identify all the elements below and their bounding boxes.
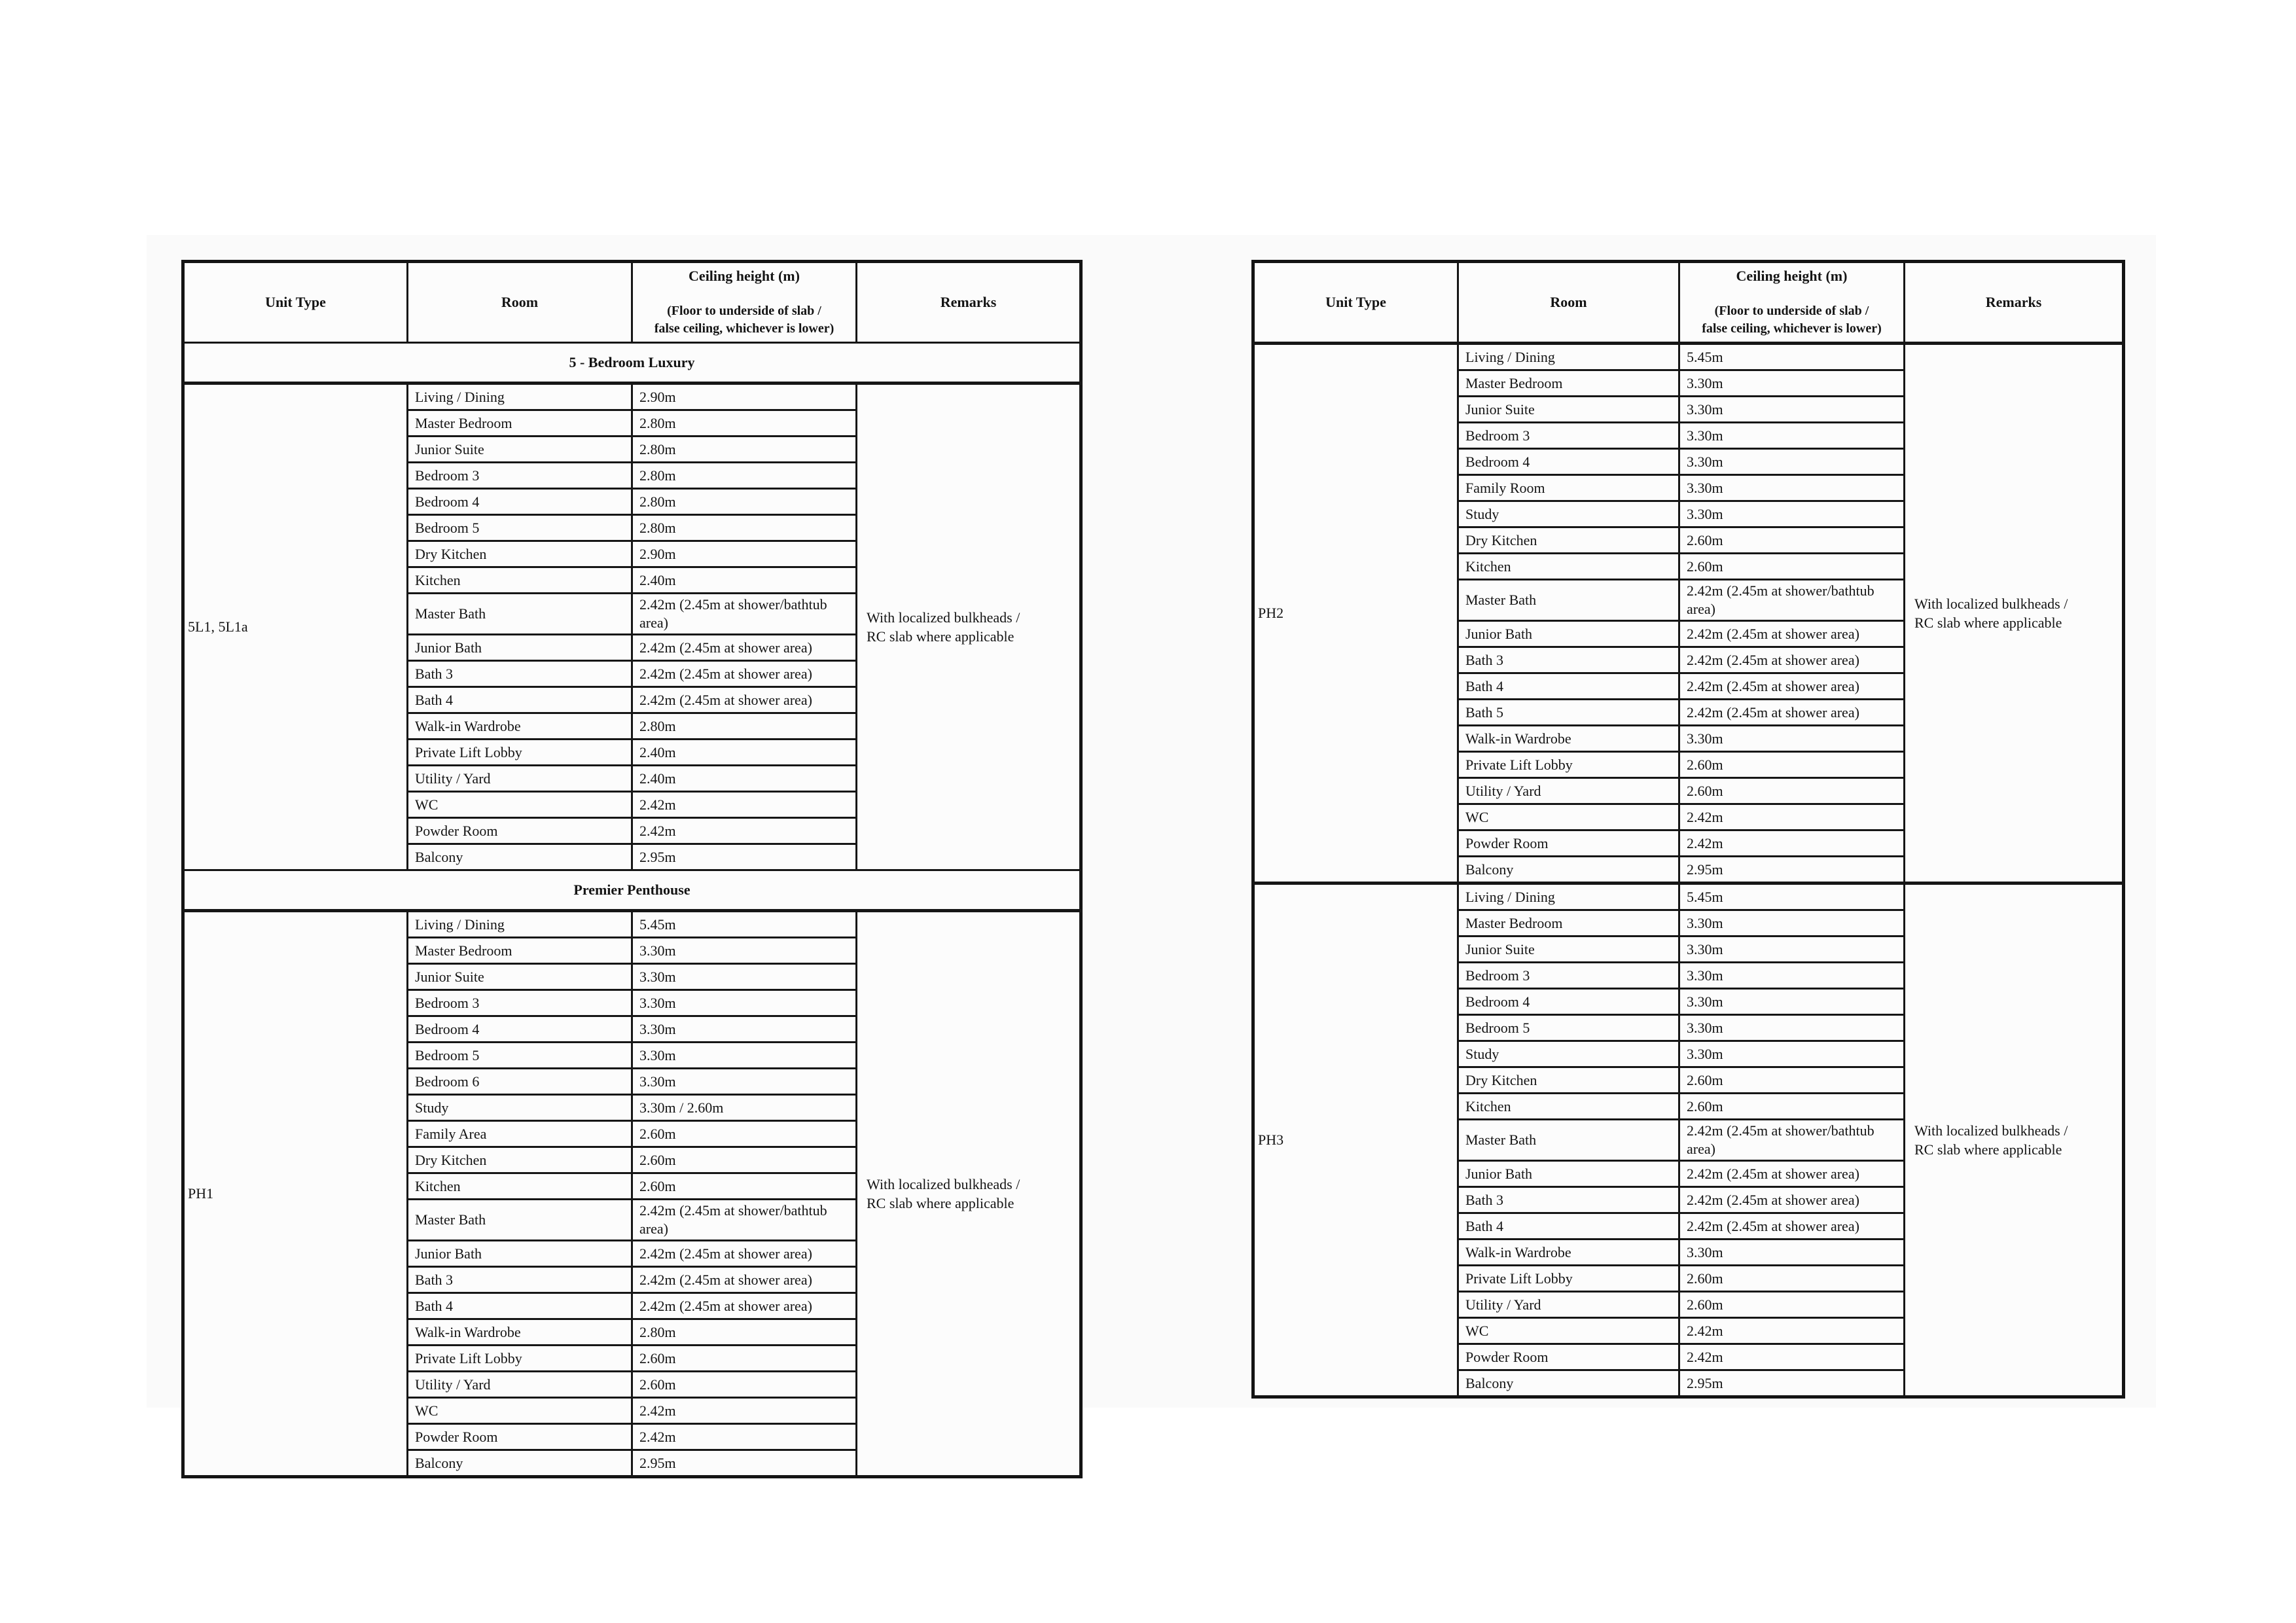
- remarks-cell: [857, 383, 1081, 870]
- header-remarks-label: Remarks: [1985, 294, 2042, 310]
- document-sheet: [147, 235, 2156, 1471]
- room-cell: Balcony: [408, 844, 632, 870]
- room-cell: Master Bedroom: [1458, 910, 1679, 936]
- ceiling-height-cell: 3.30m: [632, 990, 857, 1016]
- room-row: [1253, 344, 2124, 370]
- table-header-row: [1253, 262, 2124, 344]
- room-cell: Bath 3: [408, 661, 632, 687]
- header-room: [1458, 262, 1679, 344]
- ceiling-height-cell: 2.90m: [632, 383, 857, 410]
- ceiling-height-cell: 3.30m: [1679, 726, 1905, 752]
- ceiling-height-cell: 2.42m: [632, 818, 857, 844]
- ceiling-height-cell: 2.42m: [1679, 1318, 1905, 1344]
- ceiling-height-cell: 3.30m: [632, 964, 857, 990]
- ceiling-height-cell: 3.30m: [1679, 1041, 1905, 1067]
- ceiling-height-cell: 3.30m: [632, 1069, 857, 1095]
- unit-type-cell: PH1: [183, 911, 408, 1477]
- room-cell: Walk-in Wardrobe: [408, 1319, 632, 1346]
- left-ceiling-height-table: [181, 260, 1083, 1478]
- room-cell: WC: [1458, 1318, 1679, 1344]
- ceiling-height-cell: 2.42m: [632, 792, 857, 818]
- right-ceiling-height-table: [1251, 260, 2125, 1399]
- remarks-text: With localized bulkheads / RC slab where applicable: [1914, 1122, 2068, 1158]
- room-cell: Junior Bath: [1458, 621, 1679, 647]
- room-cell: Balcony: [1458, 1370, 1679, 1397]
- ceiling-height-cell: 2.42m (2.45m at shower area): [1679, 621, 1905, 647]
- ceiling-height-cell: 2.60m: [632, 1372, 857, 1398]
- ceiling-height-cell: 2.60m: [1679, 1094, 1905, 1120]
- header-room: [408, 262, 632, 343]
- ceiling-height-cell: 3.30m / 2.60m: [632, 1095, 857, 1121]
- room-cell: Bedroom 5: [408, 1043, 632, 1069]
- room-cell: Private Lift Lobby: [1458, 752, 1679, 778]
- room-cell: Private Lift Lobby: [408, 740, 632, 766]
- ceiling-height-cell: 3.30m: [1679, 936, 1905, 963]
- ceiling-height-cell: 2.42m (2.45m at shower/bathtub area): [632, 1200, 857, 1241]
- room-cell: Utility / Yard: [408, 766, 632, 792]
- ceiling-height-cell: 2.60m: [632, 1346, 857, 1372]
- ceiling-height-cell: 2.95m: [632, 844, 857, 870]
- ceiling-height-cell: 2.80m: [632, 713, 857, 740]
- room-cell: Junior Bath: [1458, 1161, 1679, 1187]
- ceiling-height-cell: 2.42m (2.45m at shower area): [632, 661, 857, 687]
- section-title-row: [183, 870, 1081, 911]
- header-ceiling-title: Ceiling height (m): [689, 268, 800, 284]
- ceiling-height-cell: 2.42m: [1679, 804, 1905, 830]
- header-ceiling-gap: [1681, 285, 1902, 302]
- room-cell: Family Area: [408, 1121, 632, 1147]
- room-cell: Living / Dining: [408, 911, 632, 938]
- header-ceiling-height: [632, 262, 857, 343]
- unit-type-cell: 5L1, 5L1a: [183, 383, 408, 870]
- room-cell: Junior Suite: [408, 437, 632, 463]
- ceiling-height-cell: 2.80m: [632, 515, 857, 541]
- ceiling-height-cell: 2.42m (2.45m at shower area): [1679, 1213, 1905, 1240]
- room-cell: WC: [408, 792, 632, 818]
- unit-type-cell: PH3: [1253, 883, 1458, 1397]
- ceiling-height-cell: 3.30m: [632, 1043, 857, 1069]
- room-cell: Walk-in Wardrobe: [1458, 726, 1679, 752]
- header-ceiling-subtitle-line2: false ceiling, whichever is lower): [1702, 321, 1882, 336]
- room-cell: Utility / Yard: [1458, 1292, 1679, 1318]
- unit-type-cell: PH2: [1253, 344, 1458, 883]
- ceiling-height-cell: 5.45m: [632, 911, 857, 938]
- ceiling-height-cell: 2.95m: [1679, 1370, 1905, 1397]
- room-row: [183, 383, 1081, 410]
- room-cell: Bath 3: [1458, 1187, 1679, 1213]
- remarks-text: With localized bulkheads / RC slab where applicable: [867, 609, 1020, 645]
- ceiling-height-cell: 3.30m: [1679, 475, 1905, 501]
- room-cell: Master Bath: [1458, 1120, 1679, 1161]
- room-cell: Dry Kitchen: [408, 1147, 632, 1173]
- ceiling-height-cell: 3.30m: [1679, 1015, 1905, 1041]
- room-cell: Master Bedroom: [408, 410, 632, 437]
- room-cell: Bedroom 3: [1458, 423, 1679, 449]
- ceiling-height-cell: 2.80m: [632, 1319, 857, 1346]
- room-cell: Utility / Yard: [1458, 778, 1679, 804]
- header-unit-type: [183, 262, 408, 343]
- room-cell: Kitchen: [408, 567, 632, 594]
- header-ceiling-subtitle-line1: (Floor to underside of slab /: [1714, 304, 1869, 318]
- ceiling-height-cell: 2.42m (2.45m at shower/bathtub area): [1679, 1120, 1905, 1161]
- ceiling-height-cell: 3.30m: [1679, 910, 1905, 936]
- header-unit-type: [1253, 262, 1458, 344]
- room-cell: Bedroom 4: [408, 489, 632, 515]
- ceiling-height-cell: 2.42m (2.45m at shower area): [1679, 647, 1905, 673]
- header-ceiling-height: [1679, 262, 1905, 344]
- room-cell: Master Bedroom: [408, 938, 632, 964]
- ceiling-height-cell: 2.42m (2.45m at shower area): [1679, 1187, 1905, 1213]
- ceiling-height-cell: 2.60m: [1679, 527, 1905, 554]
- room-cell: Living / Dining: [1458, 344, 1679, 370]
- ceiling-height-cell: 2.95m: [1679, 857, 1905, 883]
- remarks-cell: [857, 911, 1081, 1477]
- ceiling-height-cell: 3.30m: [1679, 1240, 1905, 1266]
- room-cell: Balcony: [1458, 857, 1679, 883]
- room-cell: Walk-in Wardrobe: [408, 713, 632, 740]
- ceiling-height-cell: 3.30m: [1679, 397, 1905, 423]
- room-cell: Dry Kitchen: [1458, 527, 1679, 554]
- ceiling-height-cell: 2.40m: [632, 766, 857, 792]
- room-cell: Powder Room: [1458, 1344, 1679, 1370]
- room-cell: Kitchen: [1458, 1094, 1679, 1120]
- table-header-row: [183, 262, 1081, 343]
- ceiling-height-cell: 2.42m (2.45m at shower/bathtub area): [632, 594, 857, 635]
- room-cell: Powder Room: [408, 1424, 632, 1450]
- remarks-text: With localized bulkheads / RC slab where applicable: [1914, 596, 2068, 631]
- ceiling-height-cell: 2.80m: [632, 489, 857, 515]
- ceiling-height-cell: 3.30m: [1679, 449, 1905, 475]
- ceiling-height-cell: 2.42m (2.45m at shower area): [632, 687, 857, 713]
- room-cell: Master Bath: [408, 594, 632, 635]
- header-unit-type-label: Unit Type: [265, 294, 326, 310]
- header-ceiling-gap: [634, 285, 854, 302]
- room-cell: Powder Room: [1458, 830, 1679, 857]
- ceiling-height-cell: 2.42m (2.45m at shower area): [632, 1267, 857, 1293]
- ceiling-height-cell: 3.30m: [1679, 501, 1905, 527]
- header-room-label: Room: [1550, 294, 1587, 310]
- room-cell: Bedroom 5: [1458, 1015, 1679, 1041]
- ceiling-height-cell: 2.95m: [632, 1450, 857, 1477]
- room-cell: Dry Kitchen: [408, 541, 632, 567]
- ceiling-height-cell: 2.60m: [1679, 1067, 1905, 1094]
- room-cell: Master Bedroom: [1458, 370, 1679, 397]
- header-unit-type-label: Unit Type: [1325, 294, 1386, 310]
- room-cell: Master Bath: [1458, 580, 1679, 621]
- room-cell: WC: [408, 1398, 632, 1424]
- room-cell: Bath 5: [1458, 700, 1679, 726]
- ceiling-height-cell: 2.42m (2.45m at shower area): [1679, 700, 1905, 726]
- room-cell: Study: [408, 1095, 632, 1121]
- room-row: [183, 911, 1081, 938]
- room-cell: Study: [1458, 1041, 1679, 1067]
- room-cell: Dry Kitchen: [1458, 1067, 1679, 1094]
- room-cell: Kitchen: [408, 1173, 632, 1200]
- ceiling-height-cell: 2.60m: [1679, 1266, 1905, 1292]
- ceiling-height-cell: 2.90m: [632, 541, 857, 567]
- ceiling-height-cell: 2.42m (2.45m at shower area): [632, 1241, 857, 1267]
- ceiling-height-cell: 2.60m: [632, 1173, 857, 1200]
- ceiling-height-cell: 3.30m: [1679, 963, 1905, 989]
- header-remarks: [857, 262, 1081, 343]
- room-cell: Kitchen: [1458, 554, 1679, 580]
- ceiling-height-cell: 2.60m: [1679, 752, 1905, 778]
- ceiling-height-cell: 2.42m (2.45m at shower/bathtub area): [1679, 580, 1905, 621]
- ceiling-height-cell: 3.30m: [1679, 989, 1905, 1015]
- ceiling-height-cell: 2.42m: [632, 1398, 857, 1424]
- room-cell: Living / Dining: [1458, 883, 1679, 910]
- room-cell: Balcony: [408, 1450, 632, 1477]
- room-cell: Junior Suite: [1458, 936, 1679, 963]
- header-ceiling-subtitle-line2: false ceiling, whichever is lower): [654, 321, 834, 336]
- room-cell: Bedroom 3: [408, 990, 632, 1016]
- room-cell: Private Lift Lobby: [408, 1346, 632, 1372]
- room-cell: Bath 4: [1458, 673, 1679, 700]
- section-title-row: [183, 343, 1081, 383]
- ceiling-height-cell: 5.45m: [1679, 344, 1905, 370]
- ceiling-height-cell: 3.30m: [1679, 423, 1905, 449]
- ceiling-height-cell: 2.80m: [632, 410, 857, 437]
- header-ceiling-subtitle-line1: (Floor to underside of slab /: [667, 304, 821, 318]
- room-cell: Junior Suite: [408, 964, 632, 990]
- ceiling-height-cell: 2.42m: [1679, 1344, 1905, 1370]
- ceiling-height-cell: 2.60m: [1679, 1292, 1905, 1318]
- ceiling-height-cell: 5.45m: [1679, 883, 1905, 910]
- room-cell: Junior Bath: [408, 1241, 632, 1267]
- ceiling-height-cell: 2.42m (2.45m at shower area): [632, 1293, 857, 1319]
- room-cell: Master Bath: [408, 1200, 632, 1241]
- ceiling-height-cell: 2.42m (2.45m at shower area): [1679, 1161, 1905, 1187]
- ceiling-height-cell: 2.42m (2.45m at shower area): [632, 635, 857, 661]
- room-row: [1253, 883, 2124, 910]
- header-remarks: [1905, 262, 2124, 344]
- room-cell: Bedroom 4: [1458, 449, 1679, 475]
- header-room-label: Room: [501, 294, 539, 310]
- room-cell: Bath 4: [408, 687, 632, 713]
- room-cell: Study: [1458, 501, 1679, 527]
- room-cell: Family Room: [1458, 475, 1679, 501]
- ceiling-height-cell: 2.80m: [632, 463, 857, 489]
- room-cell: Living / Dining: [408, 383, 632, 410]
- room-cell: Bedroom 4: [1458, 989, 1679, 1015]
- room-cell: Junior Bath: [408, 635, 632, 661]
- room-cell: Bedroom 3: [408, 463, 632, 489]
- ceiling-height-cell: 3.30m: [1679, 370, 1905, 397]
- ceiling-height-cell: 2.60m: [632, 1121, 857, 1147]
- remarks-cell: [1905, 344, 2124, 883]
- remarks-cell: [1905, 883, 2124, 1397]
- room-cell: Bath 3: [408, 1267, 632, 1293]
- ceiling-height-cell: 3.30m: [632, 938, 857, 964]
- remarks-text: With localized bulkheads / RC slab where applicable: [867, 1176, 1020, 1211]
- header-ceiling-title: Ceiling height (m): [1736, 268, 1848, 284]
- ceiling-height-cell: 2.42m: [632, 1424, 857, 1450]
- room-cell: Powder Room: [408, 818, 632, 844]
- room-cell: WC: [1458, 804, 1679, 830]
- room-cell: Bedroom 4: [408, 1016, 632, 1043]
- ceiling-height-cell: 2.40m: [632, 740, 857, 766]
- room-cell: Private Lift Lobby: [1458, 1266, 1679, 1292]
- room-cell: Bedroom 5: [408, 515, 632, 541]
- header-remarks-label: Remarks: [940, 294, 997, 310]
- room-cell: Bedroom 6: [408, 1069, 632, 1095]
- room-cell: Bedroom 3: [1458, 963, 1679, 989]
- ceiling-height-cell: 2.80m: [632, 437, 857, 463]
- room-cell: Bath 4: [1458, 1213, 1679, 1240]
- ceiling-height-cell: 2.42m (2.45m at shower area): [1679, 673, 1905, 700]
- ceiling-height-cell: 2.42m: [1679, 830, 1905, 857]
- room-cell: Walk-in Wardrobe: [1458, 1240, 1679, 1266]
- room-cell: Utility / Yard: [408, 1372, 632, 1398]
- room-cell: Junior Suite: [1458, 397, 1679, 423]
- section-title-cell: 5 - Bedroom Luxury: [183, 343, 1081, 383]
- ceiling-height-cell: 2.60m: [632, 1147, 857, 1173]
- ceiling-height-cell: 2.40m: [632, 567, 857, 594]
- section-title-cell: Premier Penthouse: [183, 870, 1081, 911]
- ceiling-height-cell: 2.60m: [1679, 554, 1905, 580]
- room-cell: Bath 4: [408, 1293, 632, 1319]
- ceiling-height-cell: 2.60m: [1679, 778, 1905, 804]
- room-cell: Bath 3: [1458, 647, 1679, 673]
- ceiling-height-cell: 3.30m: [632, 1016, 857, 1043]
